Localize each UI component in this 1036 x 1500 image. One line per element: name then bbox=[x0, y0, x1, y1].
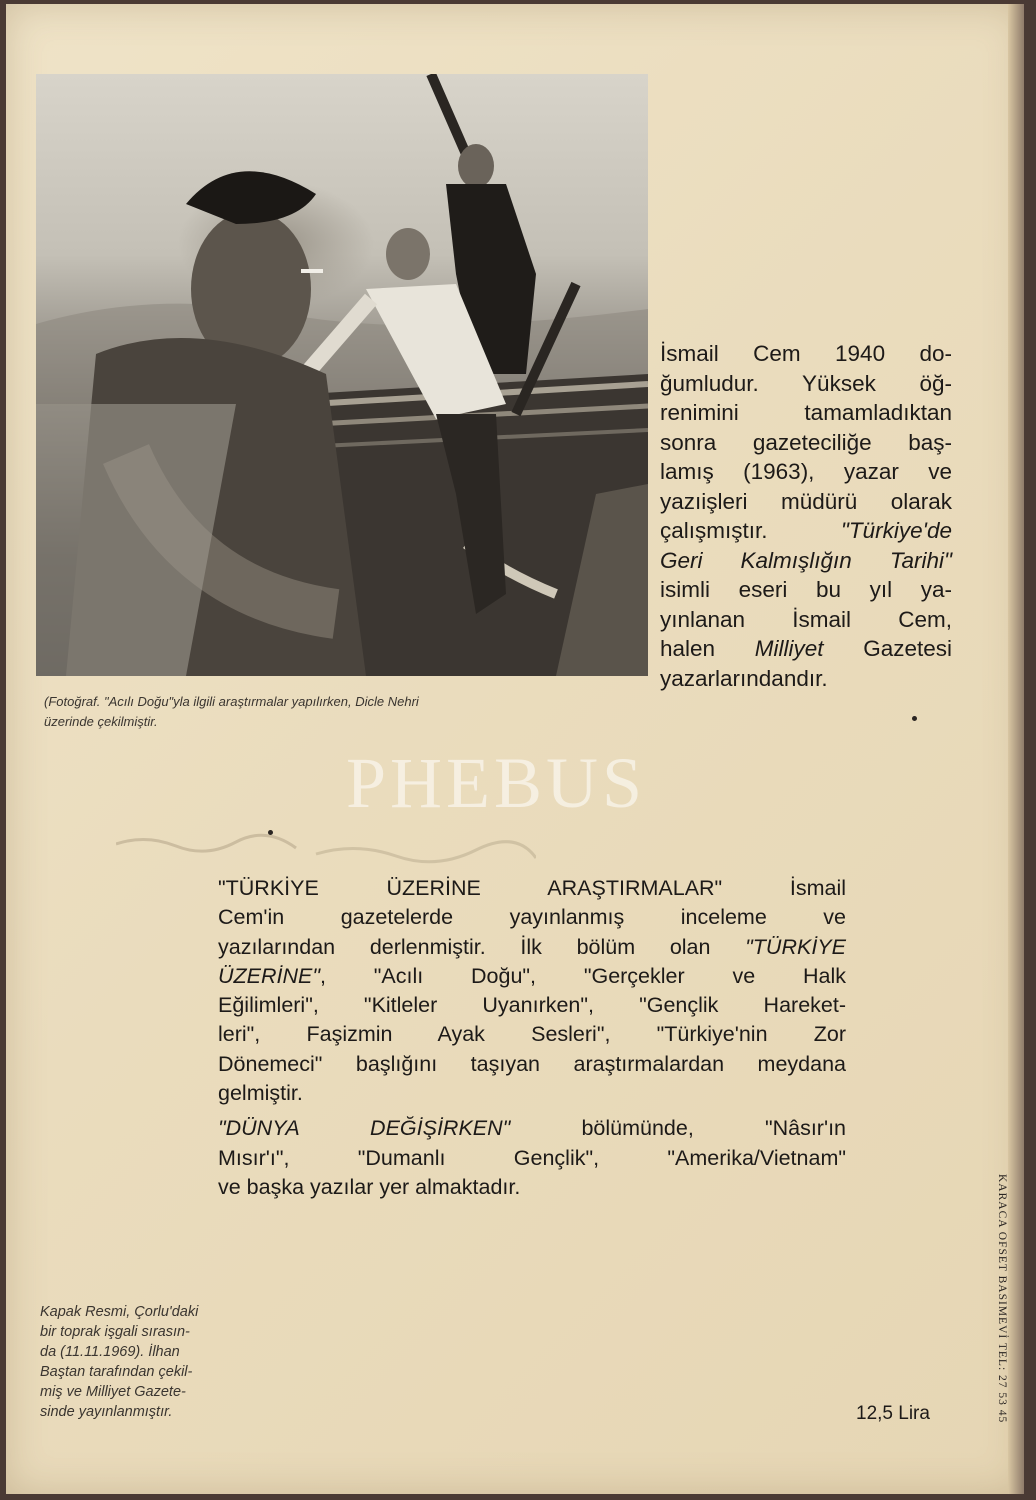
bio-line: renimini tamamladıktan bbox=[660, 400, 952, 425]
desc-line: ve başka yazılar yer almaktadır. bbox=[218, 1174, 521, 1199]
bio-line: sonra gazeteciliğe baş- bbox=[660, 429, 952, 455]
bio-line bbox=[660, 634, 952, 664]
note-line: bir toprak işgali sırasın- bbox=[40, 1324, 190, 1340]
bio-text: Gazetesi bbox=[823, 636, 952, 661]
caption-line: üzerinde çekilmiştir. bbox=[44, 714, 158, 729]
description-paragraph bbox=[218, 1114, 846, 1202]
bio-line: yazıişleri müdürü olarak bbox=[660, 488, 952, 514]
desc-line bbox=[218, 1114, 846, 1143]
bio-line: lamış (1963), yazar ve bbox=[660, 459, 952, 484]
bio-line: ğumludur. Yüksek öğ- bbox=[660, 370, 952, 396]
book-title: "Türkiye'de bbox=[840, 518, 952, 543]
ink-speck bbox=[912, 716, 917, 721]
desc-text: bölümünde, "Nâsır'ın bbox=[510, 1116, 846, 1141]
desc-line: Dönemeci" başlığını taşıyan araştırmalardan meydana bbox=[218, 1051, 846, 1076]
book-title: Geri Kalmışlığın Tarihi" bbox=[660, 547, 952, 573]
note-line: Baştan tarafından çekil- bbox=[40, 1364, 193, 1380]
desc-line: Mısır'ı", "Dumanlı Gençlik", "Amerika/Vietnam" bbox=[218, 1145, 846, 1170]
cover-photo-note bbox=[40, 1302, 260, 1422]
price: 12,5 Lira bbox=[856, 1403, 930, 1424]
note-line: miş ve Milliyet Gazete- bbox=[40, 1384, 186, 1400]
section-title: ÜZERİNE" bbox=[218, 963, 320, 988]
bio-text: çalışmıştır. bbox=[660, 518, 841, 543]
photo-caption bbox=[44, 692, 644, 732]
newspaper-name: Milliyet bbox=[754, 636, 824, 661]
caption-line: (Fotoğraf. "Acılı Doğu"yla ilgili araştırmalar yapılırken, Dicle Nehri bbox=[44, 694, 419, 709]
desc-line: gelmiştir. bbox=[218, 1081, 303, 1106]
bio-line: yınlanan İsmail Cem, bbox=[660, 606, 952, 632]
bio-line bbox=[660, 516, 952, 546]
desc-text: yazılarından derlenmiştir. İlk bölüm olan bbox=[218, 934, 746, 959]
bio-line bbox=[660, 546, 952, 576]
boat-scene-illustration bbox=[36, 74, 648, 676]
desc-line: Eğilimleri", "Kitleler Uyanırken", "Gençlik Hareket- bbox=[218, 993, 846, 1018]
author-photo bbox=[36, 74, 648, 676]
watermark: PHEBUS bbox=[346, 743, 647, 823]
desc-line: Cem'in gazetelerde yayınlanmış inceleme ve bbox=[218, 905, 846, 930]
book-description bbox=[218, 874, 846, 1202]
description-paragraph bbox=[218, 874, 846, 1108]
note-line: sinde yayınlanmıştır. bbox=[40, 1404, 173, 1420]
desc-line: "TÜRKİYE ÜZERİNE ARAŞTIRMALAR" İsmail bbox=[218, 876, 846, 900]
note-line: Kapak Resmi, Çorlu'daki bbox=[40, 1304, 199, 1320]
printer-imprint: KARACA OFSET BASIMEVİ TEL: 27 53 45 bbox=[996, 1174, 1008, 1424]
bio-line: isimli eseri bu yıl ya- bbox=[660, 577, 952, 602]
bio-line: yazarlarındandır. bbox=[660, 665, 828, 691]
bio-line: İsmail Cem 1940 do- bbox=[660, 341, 952, 366]
back-cover bbox=[6, 4, 1024, 1494]
note-line: da (11.11.1969). İlhan bbox=[40, 1344, 180, 1360]
ink-speck bbox=[268, 830, 273, 835]
author-bio bbox=[660, 339, 952, 693]
bio-text: halen bbox=[660, 636, 755, 661]
section-title: "TÜRKİYE bbox=[745, 934, 846, 959]
section-title: "DÜNYA DEĞİŞİRKEN" bbox=[218, 1116, 511, 1141]
desc-line bbox=[218, 962, 846, 991]
desc-line: leri", Faşizmin Ayak Sesleri", "Türkiye'nin Zor bbox=[218, 1022, 846, 1047]
cover-edge bbox=[1008, 4, 1024, 1494]
desc-line bbox=[218, 933, 846, 962]
desc-text: , "Acılı Doğu", "Gerçekler ve Halk bbox=[320, 963, 846, 988]
